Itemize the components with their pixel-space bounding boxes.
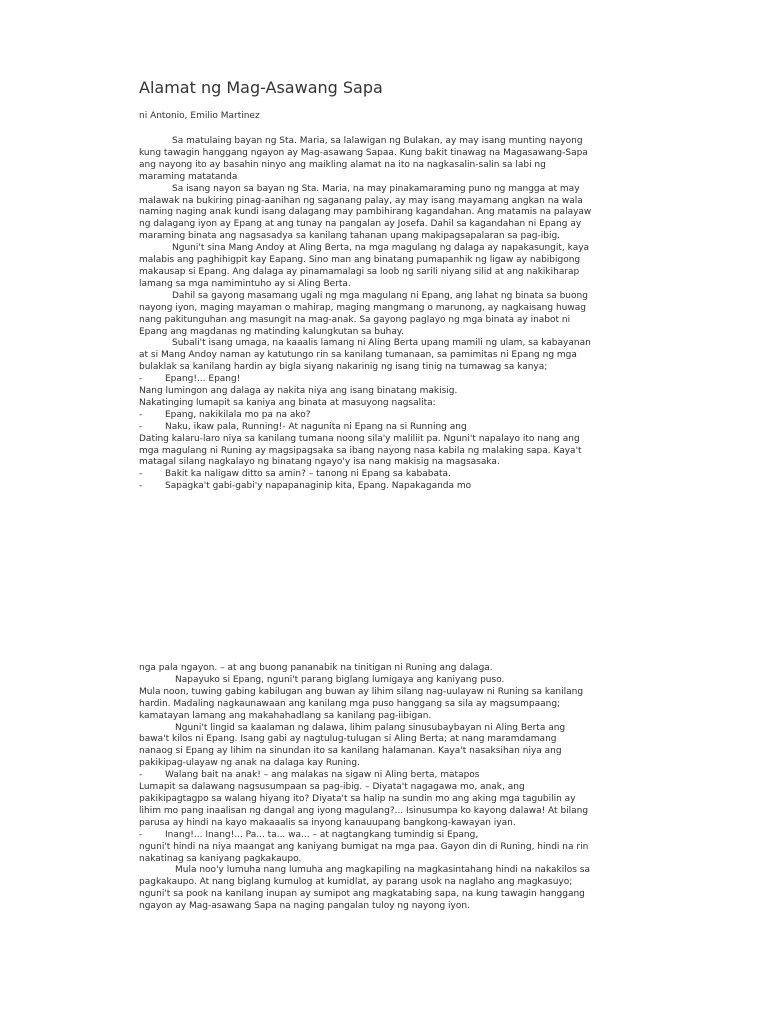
- text-line: [139, 267, 639, 279]
- line-text: bulaklak sa kanilang hardin ay bigla siyang nakarinig ng isang tinig na tumawag sa kanya;: [139, 362, 548, 373]
- line-text: Nguni't lingid sa kaalaman ng dalawa, lihim palang sinusubaybayan ni Aling Berta ang: [175, 722, 566, 733]
- text-line: [139, 446, 639, 458]
- line-text: Epang!... Epang!: [165, 374, 241, 385]
- text-line: [139, 746, 639, 758]
- story-text-part-2: [139, 663, 639, 913]
- text-line: [139, 794, 639, 806]
- line-text: Dating kalaru-laro niya sa kanilang tumana noong sila'y maliliit pa. Nguni't napalayo ito nang ang: [139, 433, 580, 444]
- line-text: parusa ay hindi na kayo makaaalis sa inyong kanauupang bangkong-kawayan iyan.: [139, 817, 516, 828]
- text-line: [139, 184, 639, 196]
- dialogue-dash: -: [139, 421, 143, 432]
- text-line: [139, 830, 639, 842]
- text-line: [139, 303, 639, 315]
- line-text: ng dalagang iyon ay Epang at ang tunay na pangalan ay Josefa. Dahil sa kagandahan ni Epang ay: [139, 219, 582, 230]
- dialogue-dash: -: [139, 829, 143, 840]
- dialogue-dash: -: [139, 374, 143, 385]
- text-line: [139, 675, 639, 687]
- text-line: [139, 243, 639, 255]
- line-text: Sa matulaing bayan ng Sta. Maria, sa lalawigan ng Bulakan, ay may isang munting nayong: [172, 136, 583, 146]
- text-line: [139, 327, 639, 339]
- text-line: [139, 255, 639, 267]
- line-text: naming naging anak kundi isang dalagang may pambihirang kagandahan. Ang matamis na palayaw: [139, 207, 592, 218]
- text-line: [139, 279, 639, 291]
- text-line: [139, 207, 639, 219]
- text-line: [139, 196, 639, 208]
- text-line: [139, 160, 639, 172]
- line-text: Bakit ka naligaw ditto sa amin? – tanong ni Epang sa kababata.: [165, 469, 451, 480]
- line-text: Napayuko si Epang, nguni't parang biglang lumigaya ang kaniyang puso.: [175, 674, 505, 685]
- text-line: [139, 469, 639, 481]
- text-line: [139, 148, 639, 160]
- line-text: nguni't sa pook na kanilang inupan ay sumipot ang magkatabing sapa, na kung tawagin hanggang: [139, 889, 585, 900]
- line-text: nga pala ngayon. – at ang buong pananabik na tinitigan ni Runing ang dalaga.: [139, 663, 493, 673]
- dialogue-dash: -: [139, 469, 143, 480]
- text-line: [139, 877, 639, 889]
- text-line: [139, 889, 639, 901]
- line-text: hardin. Madaling nagkaunawaan ang kanilang mga puso hanggang sa sila ay magsumpaang;: [139, 698, 561, 709]
- text-line: [139, 410, 639, 422]
- text-line: [139, 901, 639, 913]
- text-line: [139, 818, 639, 830]
- line-text: Mula noo'y lumuha nang lumuha ang magkapiling na magkasintahang hindi na nakakilos sa: [175, 865, 590, 876]
- line-text: Naku, ikaw pala, Running!- At nagunita ni Epang na si Running ang: [165, 421, 467, 432]
- line-text: mga magulang ni Runing ay magsipagsaka sa ibang nayong nasa kabila ng malaking sapa. Kaya't: [139, 445, 582, 456]
- text-line: [139, 842, 639, 854]
- text-line: [139, 854, 639, 866]
- text-line: [139, 723, 639, 735]
- text-line: [139, 338, 639, 350]
- line-text: matagal silang nagkalayo ng binatang ngayo'y isa nang makisig na magsasaka.: [139, 457, 500, 468]
- text-line: [139, 770, 639, 782]
- line-text: Epang, nakikilala mo pa na ako?: [165, 409, 311, 420]
- line-text: Nang lumingon ang dalaga ay nakita niya ang isang binatang makisig.: [139, 386, 458, 397]
- line-text: Sa isang nayon sa bayan ng Sta. Maria, na may pinakamaraming puno ng mangga at may: [172, 183, 580, 194]
- text-line: [139, 457, 639, 469]
- line-text: ngayon ay Mag-asawang Sapa na naging pangalan tuloy ng nayong iyon.: [139, 901, 470, 912]
- text-line: [139, 663, 639, 675]
- line-text: Epang ang magdanas ng matinding kalungkutan sa buhay.: [139, 326, 404, 337]
- text-line: [139, 782, 639, 794]
- line-text: Nguni't sina Mang Andoy at Aling Berta, na mga magulang ng dalaga ay napakasungit, kaya: [172, 243, 590, 254]
- line-text: Walang bait na anak! – ang malakas na sigaw ni Aling berta, matapos: [165, 770, 480, 781]
- text-line: [139, 434, 639, 446]
- line-text: pagkakaupo. At nang biglang kumulog at kumidlat, ay parang usok na naglaho ang magkasuyo;: [139, 877, 573, 888]
- document-title: Alamat ng Mag-Asawang Sapa: [139, 78, 383, 97]
- line-text: pakikipagtagpo sa walang hiyang ito? Diyata't sa halip na sundin mo ang aking mga tagubilin ay: [139, 793, 576, 804]
- text-line: [139, 699, 639, 711]
- line-text: nang pakitunguhan ang masungit na mag-anak. Sa gayong paglayo ng mga binata ay inabot ni: [139, 314, 571, 325]
- text-line: [139, 481, 639, 493]
- text-line: [139, 291, 639, 303]
- text-line: [139, 136, 639, 148]
- line-text: nanaog si Epang ay lihim na sinundan ito sa kanilang halamanan. Kaya't nasaksihan niya ang: [139, 746, 562, 757]
- line-text: at si Mang Andoy naman ay katutungo rin sa kanilang tumanaan, sa pamimitas ni Epang ng mga: [139, 350, 577, 361]
- line-text: nakatinag sa kaniyang pagkakaupo.: [139, 853, 302, 864]
- line-text: Dahil sa gayong masamang ugali ng mga magulang ni Epang, ang lahat ng binata sa buong: [172, 290, 588, 301]
- text-line: [139, 422, 639, 434]
- text-line: [139, 687, 639, 699]
- dialogue-dash: -: [139, 409, 143, 420]
- line-text: Lumapit sa dalawang nagsusumpaan sa pag-ibig. – Diyata't nagagawa mo, anak, ang: [139, 782, 525, 793]
- text-line: [139, 758, 639, 770]
- line-text: makausap si Epang. Ang dalaga ay pinamamalagi sa loob ng sarili niyang silid at ang nakikiharap: [139, 266, 580, 277]
- line-text: nguni't hindi na niya maangat ang kaniyang bumigat na mga paa. Gayon din di Runing, hindi na rin: [139, 841, 589, 852]
- line-text: Subali't isang umaga, na kaaalis lamang ni Aling Berta upang mamili ng ulam, sa kabayanan: [172, 338, 591, 349]
- dialogue-dash: -: [139, 770, 143, 781]
- text-line: [139, 374, 639, 386]
- line-text: ang nayong ito ay basahin ninyo ang maikling alamat na ito na nagkasalin-salin sa labi ng: [139, 159, 546, 170]
- line-text: kamatayan lamang ang makahahadlang sa kanilang pag-iibigan.: [139, 710, 432, 721]
- line-text: bawa't kilos ni Epang. Isang gabi ay nagtulug-tulugan si Aling Berta; at nang maramdamang: [139, 734, 557, 745]
- text-line: [139, 398, 639, 410]
- text-line: [139, 386, 639, 398]
- text-line: [139, 350, 639, 362]
- line-text: maraming binata ang nagsasadya sa kanilang tahanan upang makipagsapalaran sa pag-ibig.: [139, 231, 561, 242]
- line-text: malabis ang paghihigpit kay Eapang. Sino man ang binatang pumapanhik ng ligaw ay nabibigong: [139, 255, 581, 266]
- text-line: [139, 865, 639, 877]
- line-text: Nakatinging lumapit sa kaniya ang binata at masuyong nagsalita:: [139, 397, 436, 408]
- line-text: malawak na bukiring pinag-aanihan ng saganang palay, ay may isang mayamang angkan na wala: [139, 195, 583, 206]
- line-text: maraming matatanda: [139, 171, 238, 182]
- line-text: kung tawagin hanggang ngayon ay Mag-asawang Sapaa. Kung bakit tinawag na Magasawang-Sapa: [139, 147, 588, 158]
- line-text: pakikipag-ulayaw ng anak na dalaga kay Runing.: [139, 758, 360, 769]
- line-text: Sapagka't gabi-gabi'y napapanaginip kita, Epang. Napakaganda mo: [165, 481, 472, 492]
- text-line: [139, 711, 639, 723]
- story-text-part-1: [139, 136, 639, 493]
- dialogue-dash: -: [139, 481, 143, 492]
- text-line: [139, 315, 639, 327]
- line-text: Mula noon, tuwing gabing kabilugan ang buwan ay lihim silang nag-uulayaw ni Runing sa kanilang: [139, 686, 584, 697]
- line-text: lamang sa mga namimintuho ay si Aling Berta.: [139, 278, 351, 289]
- line-text: lihim mo pang inaalisan ng dangal ang iyong magulang?... Isinusumpa ko kayong dalawa! At bilang: [139, 805, 589, 816]
- document-author: ni Antonio, Emilio Martinez: [139, 111, 260, 121]
- text-line: [139, 734, 639, 746]
- text-line: [139, 362, 639, 374]
- text-line: [139, 231, 639, 243]
- line-text: Inang!... Inang!... Pa... ta... wa... – at nagtangkang tumindig si Epang,: [165, 829, 479, 840]
- line-text: nayong iyon, maging mayaman o mahirap, maging mangmang o marunong, ay nagkaisang huwag: [139, 302, 586, 313]
- text-line: [139, 219, 639, 231]
- text-line: [139, 172, 639, 184]
- text-line: [139, 806, 639, 818]
